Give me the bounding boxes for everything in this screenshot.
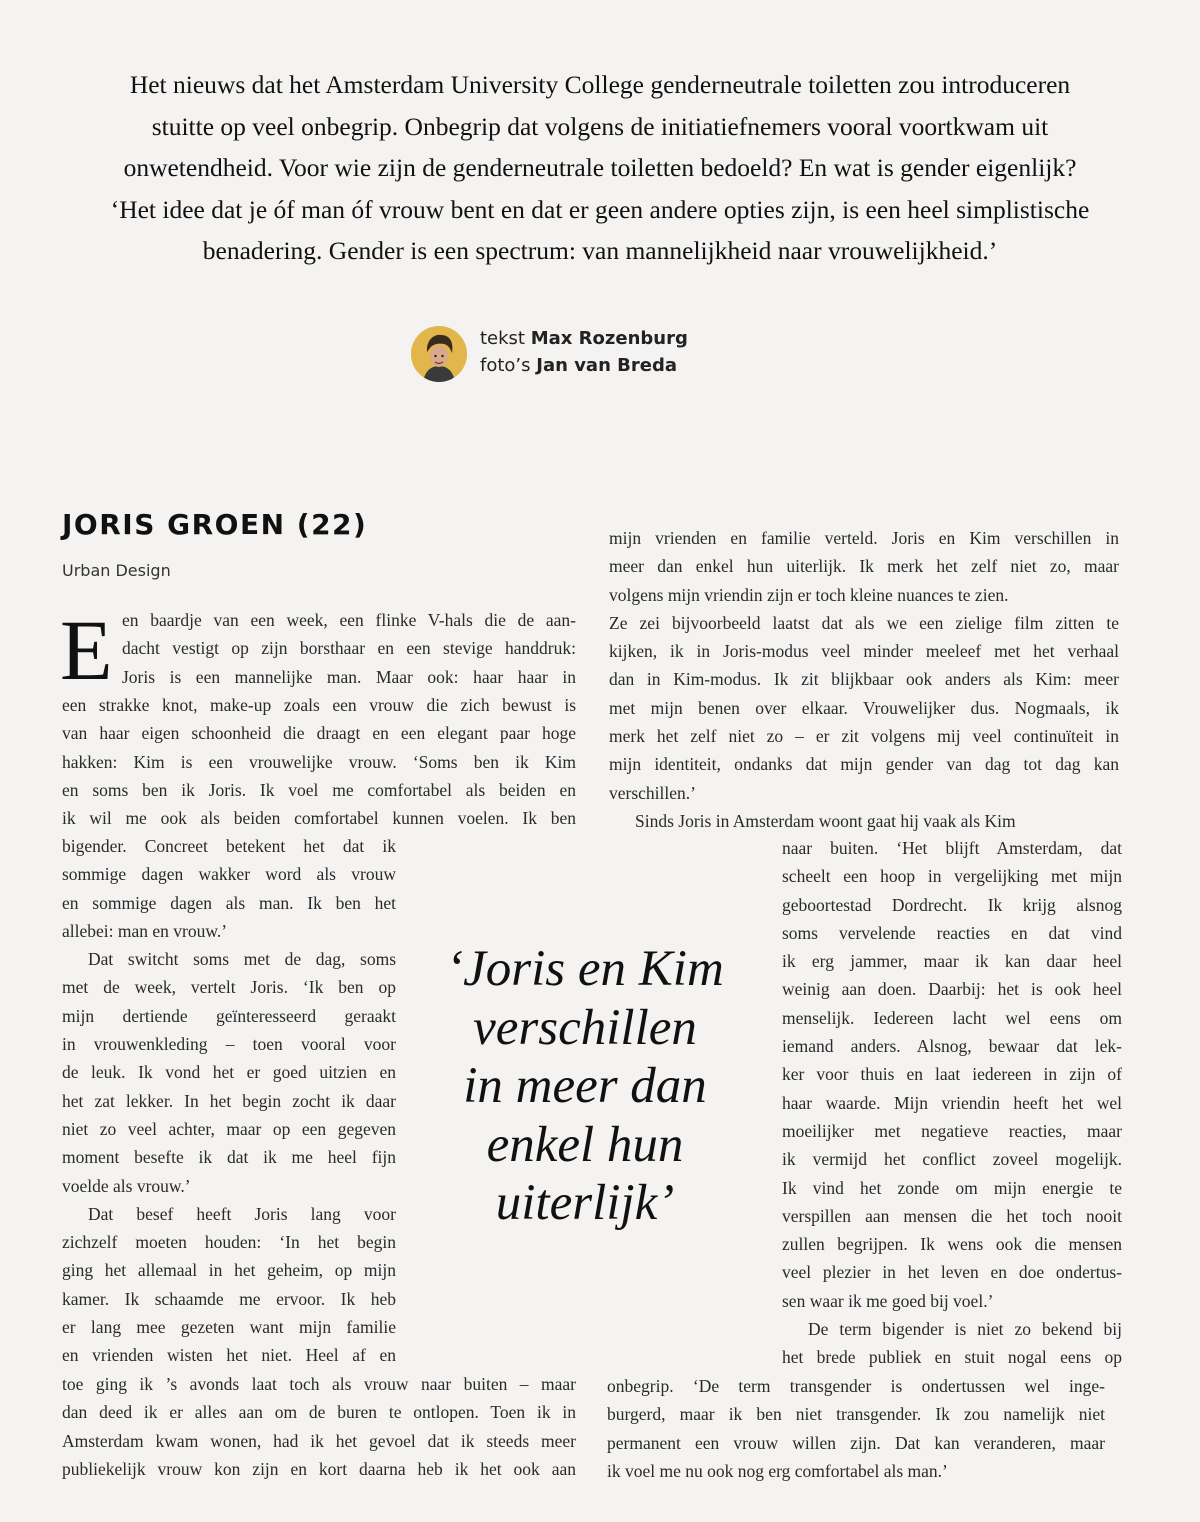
article-right-wide-top — [609, 524, 1119, 835]
article-line: mijn identiteit, ondanks dat mijn gender van dag tot dag kan — [609, 754, 1119, 775]
article-line: toe ging ik ’s avonds laat toch als vrouw naar buiten – maar — [62, 1374, 576, 1394]
article-line: naar buiten. ‘Het blijft Amsterdam, dat — [782, 838, 1122, 858]
article-line: soms vervelende reacties en dat vind — [782, 922, 1122, 943]
text-credit-author: Max Rozenburg — [530, 328, 688, 349]
article-line: in vrouwenkleding – toen vooral voor — [62, 1034, 396, 1055]
article-left-narrow — [62, 832, 396, 1370]
author-avatar — [411, 326, 467, 382]
intro-line: ‘Het idee dat je óf man óf vrouw bent en dat er geen andere opties zijn, is een heel simplistische — [110, 194, 1090, 224]
article-line: en soms ben ik Joris. Ik voel me comfortabel als beiden en — [62, 779, 576, 800]
article-line: met mijn benen over elkaar. Vrouwelijker dus. Nogmaals, ik — [609, 697, 1119, 718]
article-line: ging het allemaal in het geheim, op mijn — [62, 1260, 396, 1281]
pull-quote-line: verschillen — [473, 999, 697, 1056]
article-line: allebei: man en vrouw.’ — [62, 920, 228, 941]
pull-quote-line: ‘Joris en Kim — [446, 941, 724, 997]
article-right-wide-bottom — [607, 1372, 1105, 1485]
intro-line: benadering. Gender is een spectrum: van mannelijkheid naar vrouwelijkheid.’ — [202, 236, 998, 265]
article-line: veel plezier in het leven en doe ondertus- — [782, 1262, 1122, 1283]
article-line: merk het zelf niet zo – er zit volgens mij veel continuïteit in — [609, 726, 1119, 747]
profile-program: Urban Design — [62, 561, 171, 580]
article-line: Ik vind het zonde om mijn energie te — [782, 1177, 1122, 1198]
article-line: niet zo veel achter, maar op een gegeven — [62, 1118, 396, 1139]
intro-line: Het nieuws dat het Amsterdam University College genderneutrale toiletten zou introduceren — [129, 70, 1071, 99]
article-line: dan in Kim-modus. Ik zit blijkbaar ook anders als Kim: meer — [609, 669, 1119, 690]
article-line: en vrienden wisten het niet. Heel af en — [62, 1345, 396, 1366]
article-dropcap-block — [60, 602, 576, 698]
article-line: dacht vestigt op zijn borsthaar en een stevige handdruk: — [122, 638, 576, 659]
article-line: voelde als vrouw.’ — [62, 1175, 191, 1196]
article-line: scheelt een hoop in vergelijking met mijn — [782, 866, 1122, 887]
intro-line: onwetendheid. Voor wie zijn de genderneutrale toiletten bedoeld? En wat is gender eigenlijk? — [123, 153, 1077, 182]
article-line: haar waarde. Mijn vriendin heeft het wel — [782, 1092, 1122, 1113]
article-line: burgerd, maar ik ben niet transgender. Ik zou namelijk niet — [607, 1404, 1105, 1425]
article-line: mijn dertiende geïnteresseerd geraakt — [62, 1005, 396, 1026]
article-line: moeilijker met negatieve reacties, maar — [782, 1120, 1122, 1141]
article-line: mijn vrienden en familie verteld. Joris en Kim verschillen in — [609, 528, 1119, 548]
article-line: ik erg jammer, maar ik kan daar heel — [782, 951, 1122, 972]
photo-credit-label: foto’s — [480, 355, 531, 376]
article-line: sen waar ik me goed bij voel.’ — [782, 1290, 994, 1311]
article-line: verschillen.’ — [609, 782, 696, 803]
article-line: Sinds Joris in Amsterdam woont gaat hij vaak als Kim — [635, 810, 1016, 831]
article-line: en sommige dagen als man. Ik ben het — [62, 892, 396, 913]
photo-credit-author: Jan van Breda — [536, 355, 677, 376]
article-line: verspillen aan mensen die het toch nooit — [782, 1205, 1122, 1226]
article-line: de leuk. Ik vond het er goed uitzien en — [62, 1062, 396, 1083]
article-line: meer dan enkel hun uiterlijk. Ik merk het zelf niet zo, maar — [609, 556, 1119, 577]
article-line: ker voor thuis en laat iedereen in zijn of — [782, 1064, 1122, 1085]
article-left-wide-bottom — [62, 1370, 576, 1483]
intro-paragraph — [60, 64, 1140, 272]
article-line: sommige dagen wakker word als vrouw — [62, 864, 396, 885]
article-line: publiekelijk vrouw kon zijn en kort daarna heb ik het ook aan — [62, 1458, 576, 1479]
article-line: Dat besef heeft Joris lang voor — [88, 1203, 396, 1224]
text-credit — [480, 328, 688, 349]
article-line: kijken, ik in Joris-modus veel minder meeleef met het verhaal — [609, 641, 1119, 662]
profile-name: JORIS GROEN (22) — [62, 508, 368, 541]
article-line: menselijk. Iedereen lacht wel eens om — [782, 1007, 1122, 1028]
text-credit-label: tekst — [480, 328, 525, 349]
article-line: hakken: Kim is een vrouwelijke vrouw. ‘Soms ben ik Kim — [62, 751, 576, 772]
article-line: weinig aan doen. Daarbij: het is ook heel — [782, 979, 1122, 1000]
article-line: De term bigender is niet zo bekend bij — [808, 1319, 1122, 1340]
article-line: moment besefte ik dat ik me heel fijn — [62, 1147, 396, 1168]
article-line: er lang mee gezeten want mijn familie — [62, 1317, 396, 1338]
photo-credit — [480, 355, 677, 376]
article-line: dan deed ik er alles aan om de buren te ontlopen. Toen ik in — [62, 1402, 576, 1423]
pull-quote — [425, 940, 745, 1233]
article-line: van haar eigen schoonheid die draagt en een elegant paar hoge — [62, 723, 576, 744]
article-line: ik vermijd het conflict zoveel mogelijk. — [782, 1149, 1122, 1170]
article-line: Joris is een mannelijke man. Maar ook: haar haar in — [122, 666, 576, 687]
article-line: zullen begrijpen. Ik wens ook die mensen — [782, 1234, 1122, 1255]
article-line: onbegrip. ‘De term transgender is ondertussen wel inge- — [607, 1376, 1105, 1396]
article-line: en baardje van een week, een flinke V-hals die de aan- — [122, 610, 576, 630]
article-left-wide-top — [62, 691, 576, 832]
article-line: het brede publiek en stuit nogal eens op — [782, 1347, 1122, 1368]
article-line: volgens mijn vriendin zijn er toch kleine nuances te zien. — [609, 584, 1009, 605]
pull-quote-line: in meer dan — [463, 1058, 707, 1114]
article-line: iemand anders. Alsnog, bewaar dat lek- — [782, 1036, 1122, 1057]
article-line: het zat lekker. In het begin zocht ik daar — [62, 1090, 396, 1111]
article-line: met de week, vertelt Joris. ‘Ik ben op — [62, 977, 396, 998]
article-line: Amsterdam kwam wonen, had ik het gevoel dat ik steeds meer — [62, 1430, 576, 1451]
article-line: Dat switcht soms met de dag, soms — [88, 949, 396, 970]
article-line: geboortestad Dordrecht. Ik krijg alsnog — [782, 894, 1122, 915]
article-line: een strakke knot, make-up zoals een vrouw die zich bewust is — [62, 695, 576, 715]
article-line: bigender. Concreet betekent het dat ik — [62, 836, 396, 856]
article-line: zichzelf moeten houden: ‘In het begin — [62, 1232, 396, 1253]
article-line: ik voel me nu ook nog erg comfortabel als man.’ — [607, 1460, 948, 1481]
article-line: kamer. Ik schaamde me ervoor. Ik heb — [62, 1288, 396, 1309]
author-portrait-icon — [411, 326, 467, 382]
drop-cap: E — [60, 602, 113, 698]
intro-line: stuitte op veel onbegrip. Onbegrip dat volgens de initiatiefnemers vooral voortkwam uit — [151, 111, 1049, 141]
article-line: ik wil me ook als beiden comfortabel kunnen voelen. Ik ben — [62, 808, 576, 829]
pull-quote-line: enkel hun — [486, 1116, 684, 1173]
article-line: Ze zei bijvoorbeeld laatst dat als we een zielige film zitten te — [609, 612, 1119, 633]
pull-quote-line: uiterlijk’ — [495, 1175, 675, 1231]
article-right-narrow — [782, 834, 1122, 1372]
article-line: permanent een vrouw willen zijn. Dat kan veranderen, maar — [607, 1432, 1105, 1453]
